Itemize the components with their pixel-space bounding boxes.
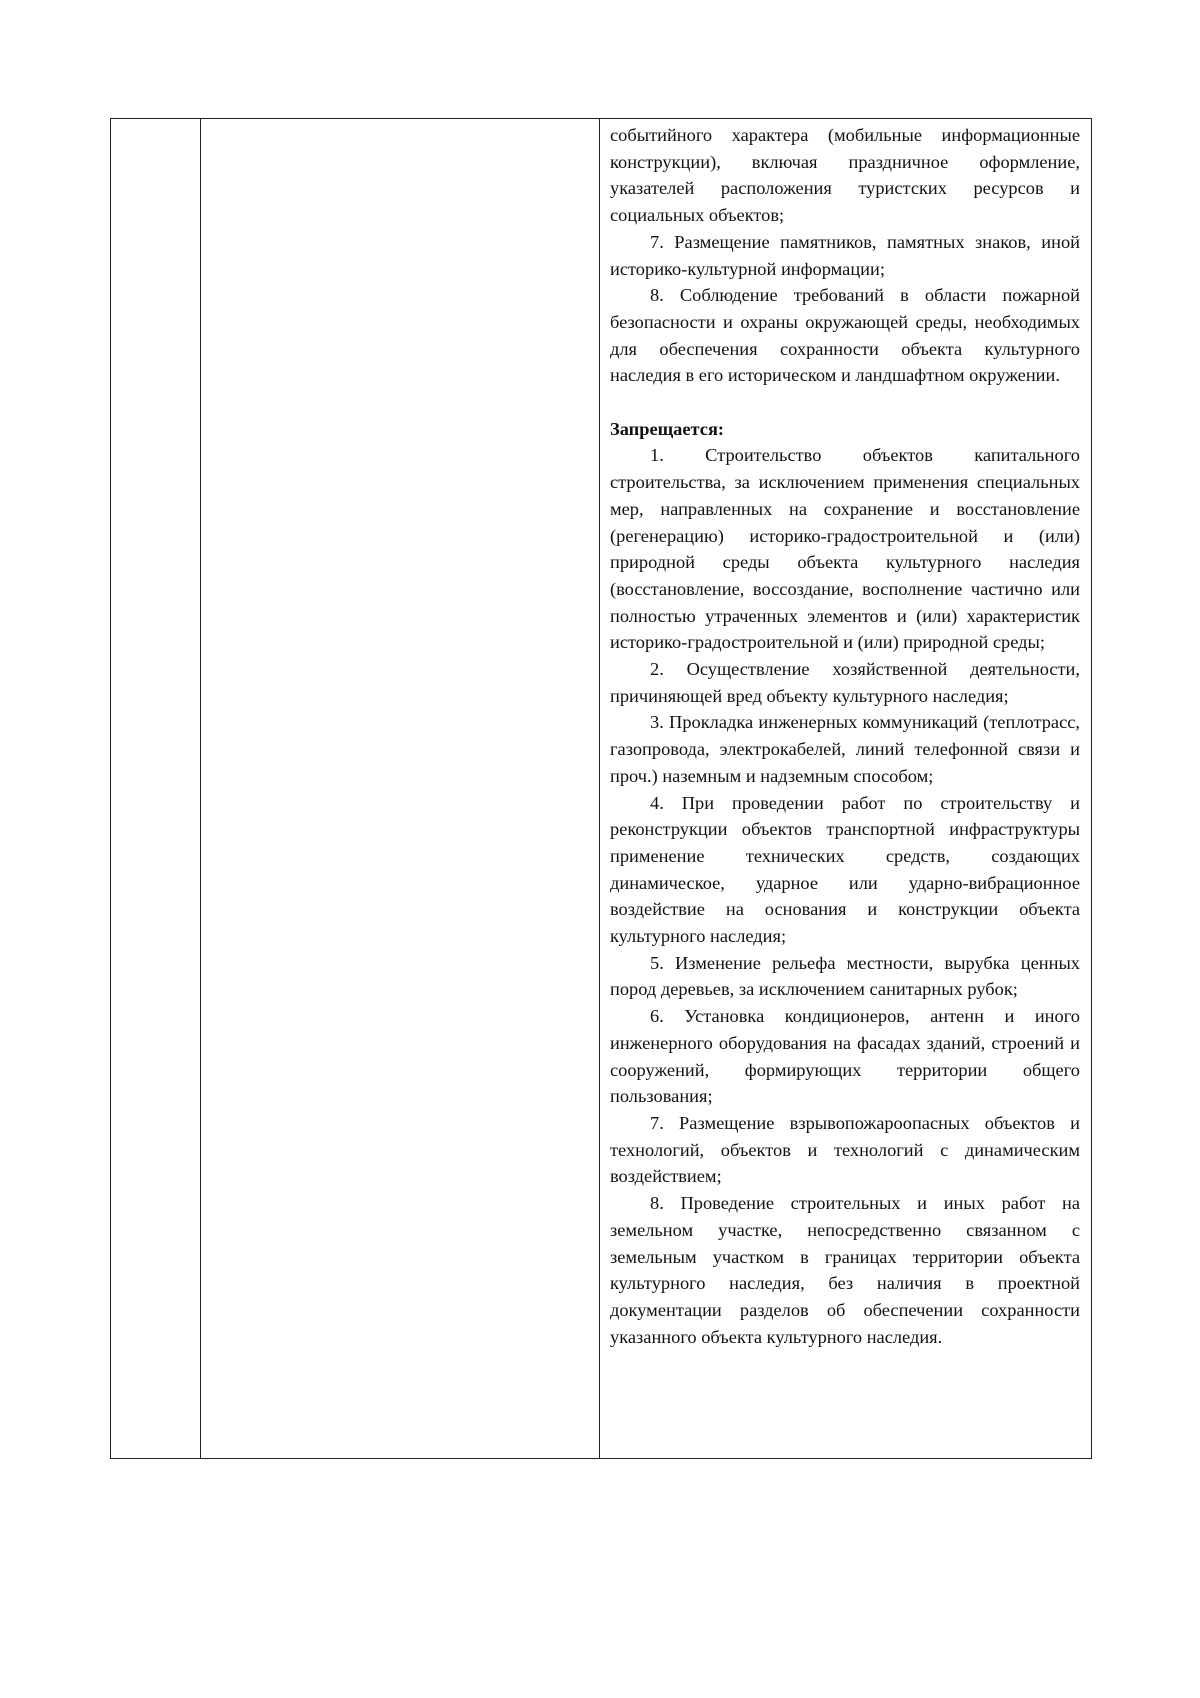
prohibited-heading: Запрещается:: [610, 418, 725, 439]
prohibited-item-6: 6. Установка кондиционеров, антенн и иного инженерного оборудования на фасадах зданий, строений и сооружений, формирующих территории общего пользования;: [610, 1006, 1080, 1107]
prohibited-item-4: 4. При проведении работ по строительству и реконструкции объектов транспортной инфраструктуры применение технических средств, создающих динамическое, ударное или ударно-вибрационное воздействие на основания и конструкции объекта культурного наследия;: [610, 792, 1080, 947]
prohibited-item-1: 1. Строительство объектов капитального строительства, за исключением применения специальных мер, направленных на сохранение и восстановление (регенерацию) историко-градостроительной и (или) природной среды объекта культурного наследия (восстановление, воссоздание, восполнение частично или полностью утраченных элементов и (или) характеристик историко-градостроительной и (или) природной среды;: [610, 445, 1080, 653]
table-row: [111, 119, 1092, 1459]
allowed-item-8: 8. Соблюдение требований в области пожарной безопасности и охраны окружающей среды, необходимых для обеспечения сохранности объекта культурного наследия в его историческом и ландшафтном окружении.: [610, 285, 1080, 386]
prohibited-item-8: 8. Проведение строительных и иных работ на земельном участке, непосредственно связанном с земельным участком в границах территории объекта культурного наследия, без наличия в проектной документации разделов об обеспечении сохранности указанного объекта культурного наследия.: [610, 1193, 1080, 1347]
regulations-table: [110, 118, 1092, 1459]
requirements-content: [600, 119, 1091, 1350]
name-cell: [201, 119, 600, 1459]
prohibited-item-3: 3. Прокладка инженерных коммуникаций (теплотрасс, газопровода, электрокабелей, линий телефонной связи и проч.) наземным и надземным способом;: [610, 712, 1080, 786]
requirements-cell: [600, 119, 1092, 1459]
prohibited-item-5: 5. Изменение рельефа местности, вырубка ценных пород деревьев, за исключением санитарных рубок;: [610, 952, 1080, 1000]
allowed-item-7: 7. Размещение памятников, памятных знаков, иной историко-культурной информации;: [610, 231, 1080, 279]
prohibited-item-2: 2. Осуществление хозяйственной деятельности, причиняющей вред объекту культурного наследия;: [610, 659, 1080, 706]
prohibited-item-7: 7. Размещение взрывопожароопасных объектов и технологий, объектов и технологий с динамическим воздействием;: [610, 1113, 1080, 1187]
number-cell: [111, 119, 201, 1459]
continuation-paragraph: событийного характера (мобильные информационные конструкции), включая праздничное оформление, указателей расположения туристских ресурсов и социальных объектов;: [610, 125, 1080, 226]
